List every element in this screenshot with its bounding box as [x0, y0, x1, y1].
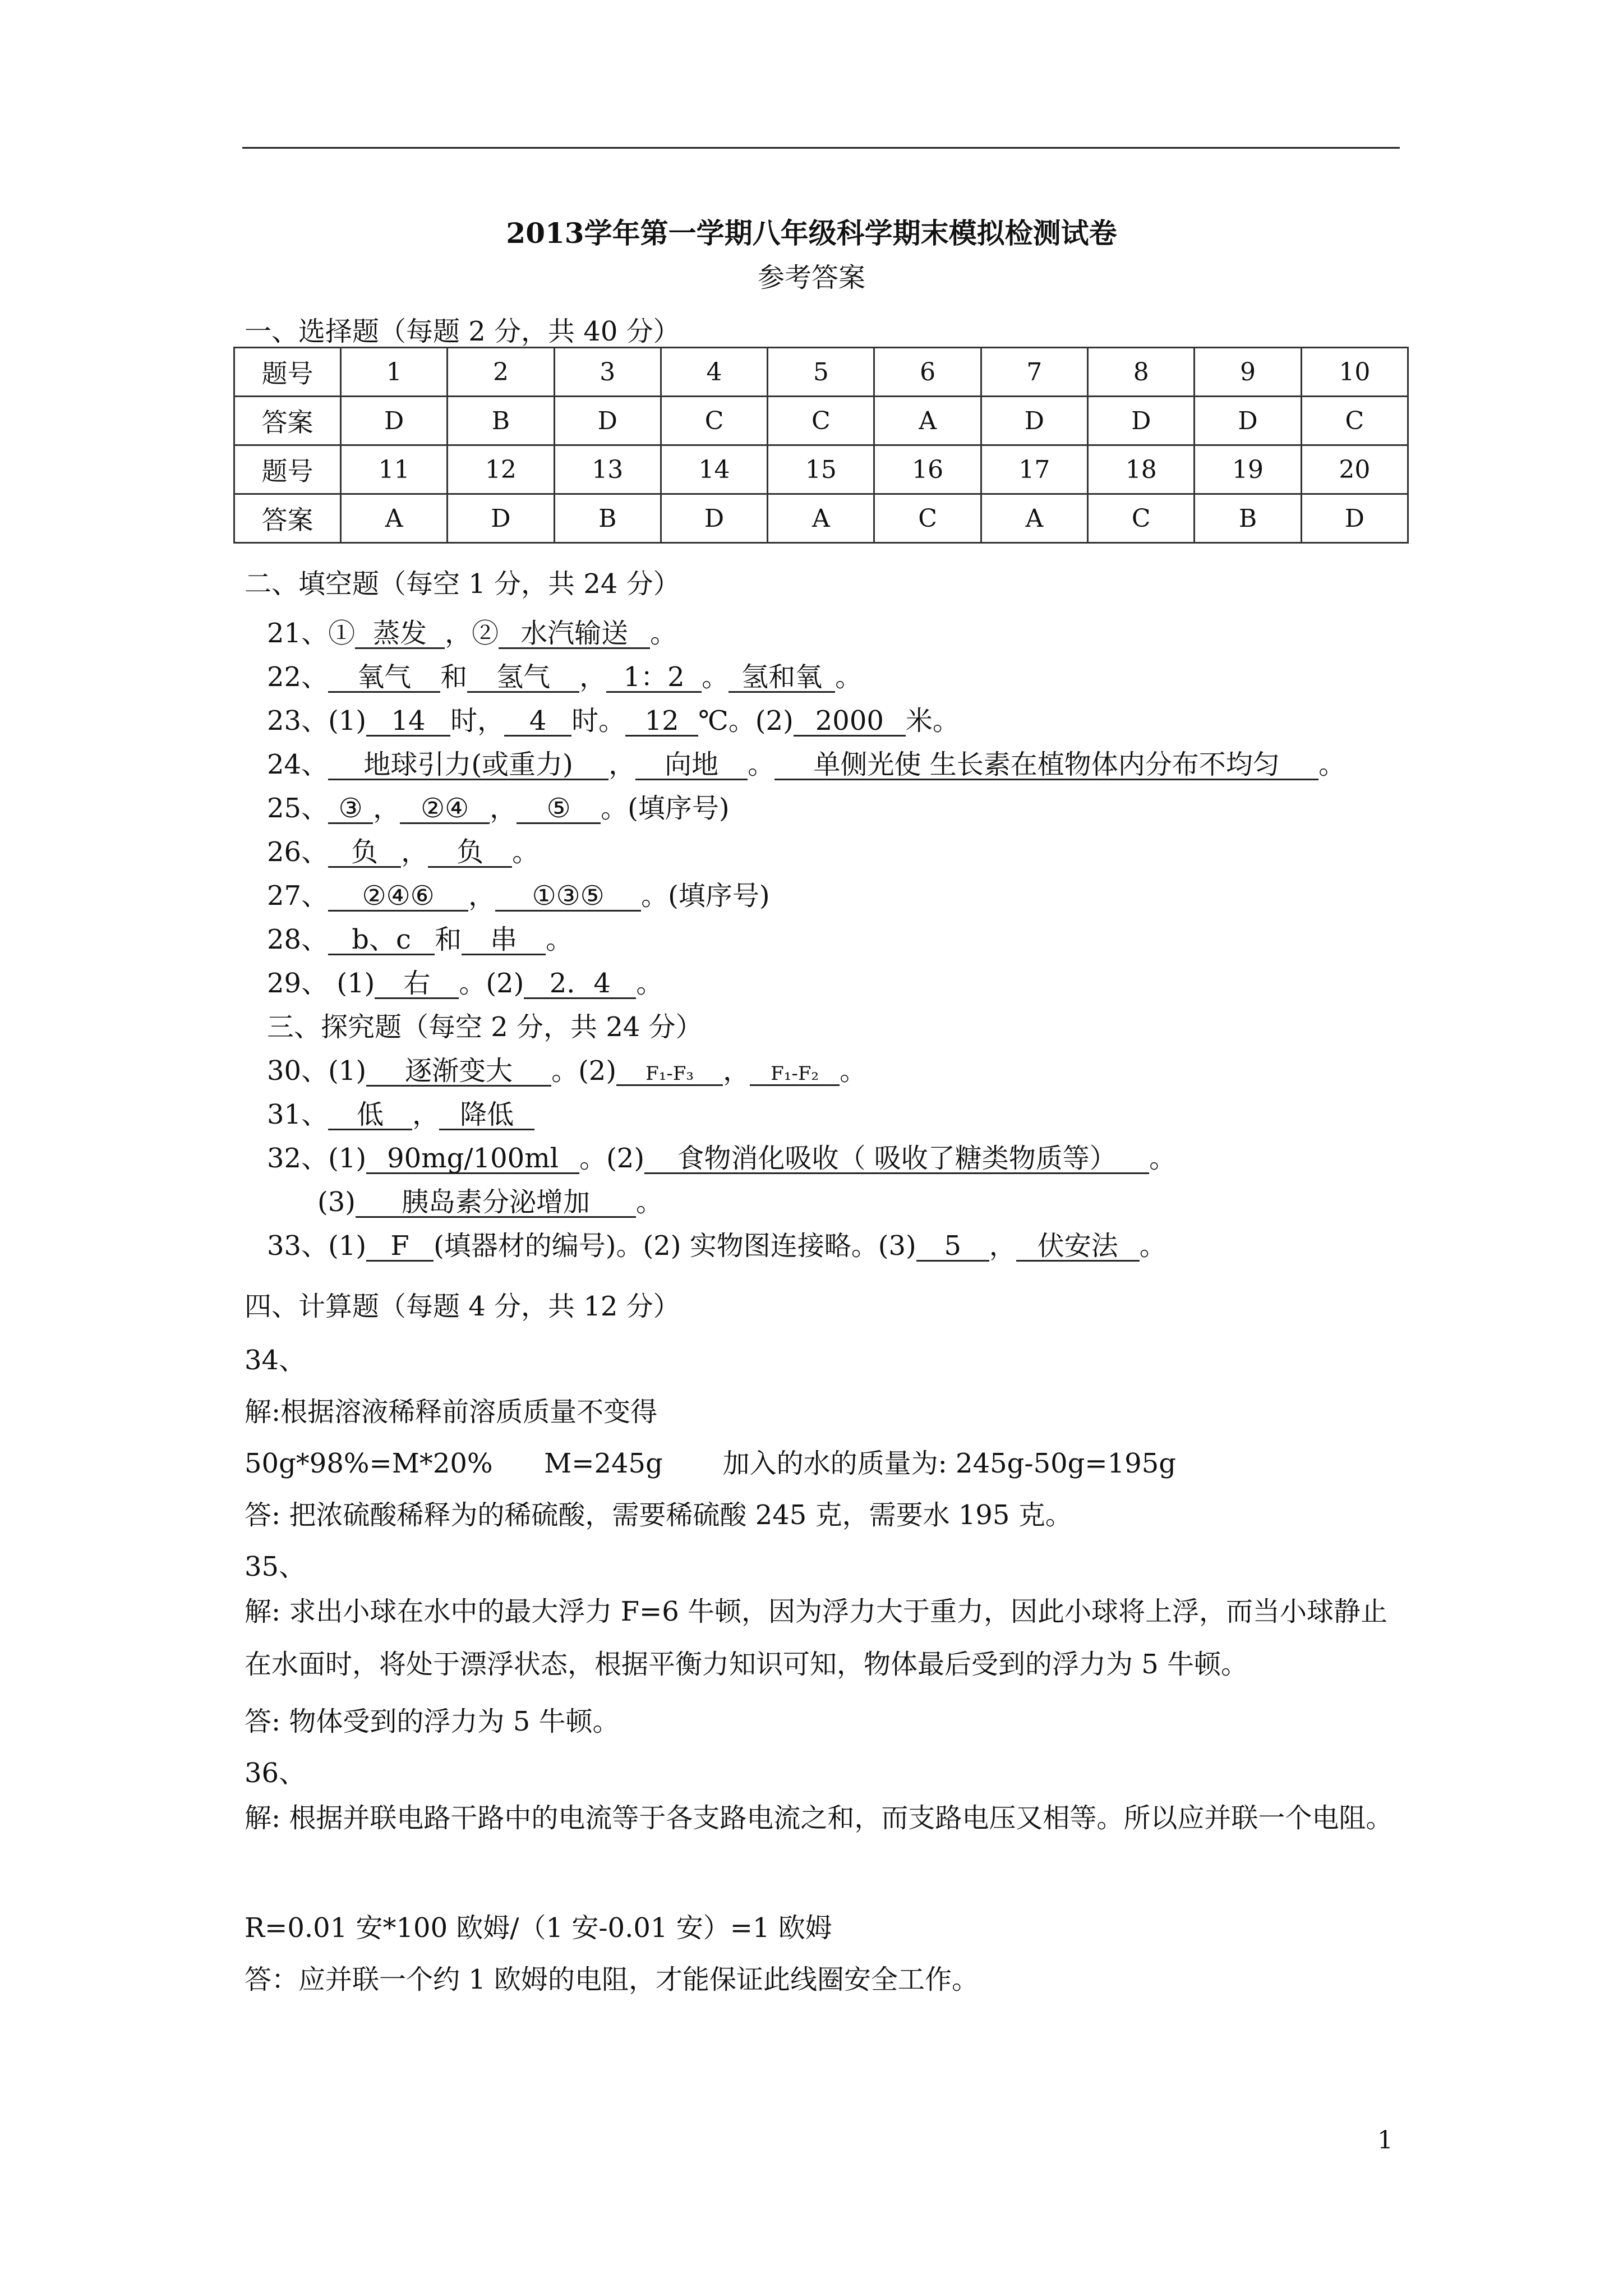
answer-cell: D: [1088, 397, 1195, 445]
q32b-blank-1: 胰岛素分泌增加: [356, 1188, 636, 1218]
question-number: 5: [768, 348, 874, 397]
q28-suffix: 。: [546, 924, 573, 955]
answer-cell: A: [981, 494, 1087, 543]
q29-blank-1: 右: [375, 969, 459, 999]
page-number: 1: [1377, 2126, 1393, 2155]
answer-q30: [267, 1049, 866, 1088]
q23-suffix: 米。: [905, 705, 960, 737]
q24-dot: 。: [748, 749, 775, 780]
q31-blank-1: 低: [328, 1101, 412, 1130]
section-calculation: 四、计算题（每题 4 分，共 12 分）: [245, 1291, 680, 1322]
q22-dot: 。: [702, 661, 729, 693]
q28-blank-2: 串: [462, 926, 546, 955]
answer-q32-part3: [317, 1180, 663, 1219]
q30-sep: ，: [723, 1055, 750, 1087]
row-label: 答案: [234, 494, 341, 543]
question-number: 1: [341, 348, 448, 397]
q27-sep: ，: [468, 880, 496, 912]
q24-blank-3: 单侧光使 生长素在植物体内分布不均匀: [774, 751, 1318, 780]
q30-suffix: 。: [840, 1055, 867, 1087]
q31-prefix: 31、: [267, 1099, 329, 1130]
q23-blank-3: 12: [625, 707, 698, 737]
answer-q26: [267, 830, 539, 869]
answer-q33: [267, 1224, 1166, 1263]
answer-q25: [267, 786, 730, 825]
q25-blank-1: ③: [328, 794, 373, 824]
q29-suffix: 。: [636, 968, 663, 999]
q27-blank-2: ①③⑤: [495, 882, 641, 912]
answer-cell: D: [981, 397, 1087, 445]
answer-cell: B: [554, 494, 661, 543]
answer-cell: D: [1301, 494, 1408, 543]
q26-sep: ，: [401, 836, 428, 868]
q36-formula: R=0.01 安*100 欧姆/（1 安-0.01 安）=1 欧姆: [245, 1912, 832, 1944]
answer-cell: C: [661, 397, 767, 445]
q22-blank-4: 氢和氧: [728, 663, 835, 693]
q22-blank-2: 氢气: [467, 663, 579, 693]
q34-formula: 50g*98%=M*20% M=245g 加入的水的质量为: 245g-50g=195g: [245, 1448, 1176, 1479]
q25-blank-3: ⑤: [517, 794, 601, 824]
question-number: 16: [874, 445, 981, 494]
q21-prefix: 21、①: [267, 618, 356, 649]
q23-text-3: ℃。(2): [698, 705, 794, 737]
q26-blank-1: 负: [328, 838, 401, 868]
question-number: 19: [1195, 445, 1301, 494]
question-number: 17: [981, 445, 1087, 494]
q29-prefix: 29、 (1): [267, 968, 375, 999]
answer-q21: [267, 611, 677, 650]
q33-prefix: 33、(1): [267, 1230, 367, 1262]
section-fill-in: 二、填空题（每空 1 分，共 24 分）: [245, 568, 680, 600]
answer-q22: [267, 655, 862, 694]
row-label: 答案: [234, 397, 341, 445]
q34-solution: 解:根据溶液稀释前溶质质量不变得: [245, 1396, 658, 1428]
answer-cell: D: [1195, 397, 1301, 445]
q33-blank-3: 伏安法: [1016, 1232, 1140, 1262]
answer-q27: [267, 874, 770, 913]
q36-answer: 答：应并联一个约 1 欧姆的电阻，才能保证此线圈安全工作。: [245, 1964, 979, 1995]
q30-blank-2: F₁-F₃: [616, 1064, 723, 1086]
table-row: [234, 494, 1408, 543]
answer-cell: A: [874, 397, 981, 445]
q30-blank-3: F₁-F₂: [750, 1064, 840, 1086]
q21-text: ，②: [445, 618, 499, 649]
answer-cell: D: [661, 494, 767, 543]
q26-blank-2: 负: [428, 838, 512, 868]
answer-cell: C: [768, 397, 874, 445]
q22-blank-1: 氧气: [328, 663, 440, 693]
answer-q24: [267, 743, 1345, 781]
q27-blank-1: ②④⑥: [328, 882, 468, 912]
answer-cell: B: [1195, 494, 1301, 543]
answer-cell: C: [1088, 494, 1195, 543]
q25-prefix: 25、: [267, 793, 329, 824]
question-number: 13: [554, 445, 661, 494]
q33-suffix: 。: [1139, 1230, 1166, 1262]
answer-cell: B: [448, 397, 554, 445]
q27-suffix: 。(填序号): [641, 880, 770, 912]
answer-cell: D: [341, 397, 448, 445]
table-row: [234, 397, 1408, 445]
question-number: 14: [661, 445, 767, 494]
answer-cell: A: [768, 494, 874, 543]
answer-q28: [267, 918, 573, 956]
q33-blank-1: F: [366, 1232, 434, 1262]
q22-prefix: 22、: [267, 661, 329, 693]
q28-text: 和: [435, 924, 462, 955]
q33-blank-2: 5: [916, 1232, 989, 1262]
question-number: 18: [1088, 445, 1195, 494]
q30-text: 。(2): [551, 1055, 617, 1087]
q22-sep: ，: [579, 661, 607, 693]
q21-suffix: 。: [650, 618, 677, 649]
q25-sep-1: ，: [373, 793, 400, 824]
q22-suffix: 。: [835, 661, 863, 693]
question-number: 20: [1301, 445, 1408, 494]
q34-answer: 答: 把浓硫酸稀释为的稀硫酸，需要稀硫酸 245 克，需要水 195 克。: [245, 1499, 1072, 1531]
answer-table: [233, 347, 1409, 544]
q23-prefix: 23、(1): [267, 705, 367, 737]
q33-text: (填器材的编号)。(2) 实物图连接略。(3): [434, 1230, 916, 1262]
q24-suffix: 。: [1318, 749, 1346, 780]
q26-prefix: 26、: [267, 836, 329, 868]
q32-suffix: 。: [1149, 1143, 1177, 1174]
q34-label: 34、: [245, 1345, 306, 1376]
q24-sep: ，: [608, 749, 636, 780]
q25-suffix: 。(填序号): [601, 793, 730, 824]
header-rule: [242, 147, 1400, 149]
q33-sep: ，: [989, 1230, 1016, 1262]
exam-title: 2013学年第一学期八年级科学期末模拟检测试卷: [506, 217, 1117, 250]
row-label: 题号: [234, 348, 341, 397]
q23-text-1: 时，: [450, 705, 505, 737]
table-row: [234, 348, 1408, 397]
q24-prefix: 24、: [267, 749, 329, 780]
question-number: 6: [874, 348, 981, 397]
question-number: 2: [448, 348, 554, 397]
exam-subtitle: 参考答案: [757, 262, 865, 293]
question-number: 15: [768, 445, 874, 494]
question-number: 3: [554, 348, 661, 397]
answer-cell: D: [554, 397, 661, 445]
question-number: 4: [661, 348, 767, 397]
q27-prefix: 27、: [267, 880, 329, 912]
q23-blank-1: 14: [366, 707, 450, 737]
q35-label: 35、: [245, 1551, 306, 1582]
q32-blank-1: 90mg/100ml: [366, 1144, 579, 1174]
q23-blank-4: 2000: [794, 707, 906, 737]
answer-q23: [267, 699, 960, 738]
question-number: 10: [1301, 348, 1408, 397]
section-multiple-choice: 一、选择题（每题 2 分，共 40 分）: [245, 316, 680, 347]
row-label: 题号: [234, 445, 341, 494]
q23-text-2: 时。: [571, 705, 626, 737]
q30-prefix: 30、(1): [267, 1055, 367, 1087]
answer-cell: D: [448, 494, 554, 543]
q32b-prefix: (3): [317, 1186, 356, 1218]
q32b-suffix: 。: [636, 1186, 663, 1218]
question-number: 11: [341, 445, 448, 494]
q29-blank-2: 2．4: [524, 969, 636, 999]
q24-blank-2: 向地: [635, 751, 748, 780]
q31-sep: ，: [412, 1099, 440, 1130]
q29-text: 。(2): [459, 968, 524, 999]
q22-text: 和: [440, 661, 468, 693]
q36-solution: 解: 根据并联电路干路中的电流等于各支路电流之和，而支路电压又相等。所以应并联一个电阻。: [245, 1802, 1393, 1834]
q31-blank-2: 降低: [439, 1101, 534, 1130]
question-number: 7: [981, 348, 1087, 397]
q24-blank-1: 地球引力(或重力): [328, 751, 608, 780]
question-number: 8: [1088, 348, 1195, 397]
answer-cell: C: [874, 494, 981, 543]
answer-cell: A: [341, 494, 448, 543]
q25-sep-2: ，: [490, 793, 517, 824]
q32-blank-2: 食物消化吸收（ 吸收了糖类物质等）: [644, 1144, 1149, 1174]
q21-blank-2: 水汽输送: [499, 619, 650, 649]
question-number: 9: [1195, 348, 1301, 397]
q28-blank-1: b、c: [328, 926, 435, 955]
question-number: 12: [448, 445, 554, 494]
q28-prefix: 28、: [267, 924, 329, 955]
answer-q31: [267, 1093, 534, 1131]
q21-blank-1: 蒸发: [355, 619, 445, 649]
answer-cell: C: [1301, 397, 1408, 445]
q35-solution: 解: 求出小球在水中的最大浮力 F=6 牛顿，因为浮力大于重力，因此小球将上浮，而当小球静止在水面时，将处于漂浮状态，根据平衡力知识可知，物体最后受到的浮力为 5 牛顿。: [245, 1596, 1388, 1680]
table-row: [234, 445, 1408, 494]
q22-blank-3: 1：2: [606, 663, 702, 693]
q25-blank-2: ②④: [400, 794, 490, 824]
q23-blank-2: 4: [504, 707, 571, 737]
q32-prefix: 32、(1): [267, 1143, 367, 1174]
q32-text: 。(2): [579, 1143, 645, 1174]
q26-suffix: 。: [512, 836, 540, 868]
answer-q29: [267, 961, 663, 1000]
q30-blank-1: 逐渐变大: [366, 1057, 551, 1087]
q36-label: 36、: [245, 1757, 306, 1789]
answer-q32: [267, 1137, 1176, 1175]
q35-answer: 答: 物体受到的浮力为 5 牛顿。: [245, 1706, 620, 1737]
section-explore: 三、探究题（每空 2 分，共 24 分）: [267, 1011, 703, 1043]
